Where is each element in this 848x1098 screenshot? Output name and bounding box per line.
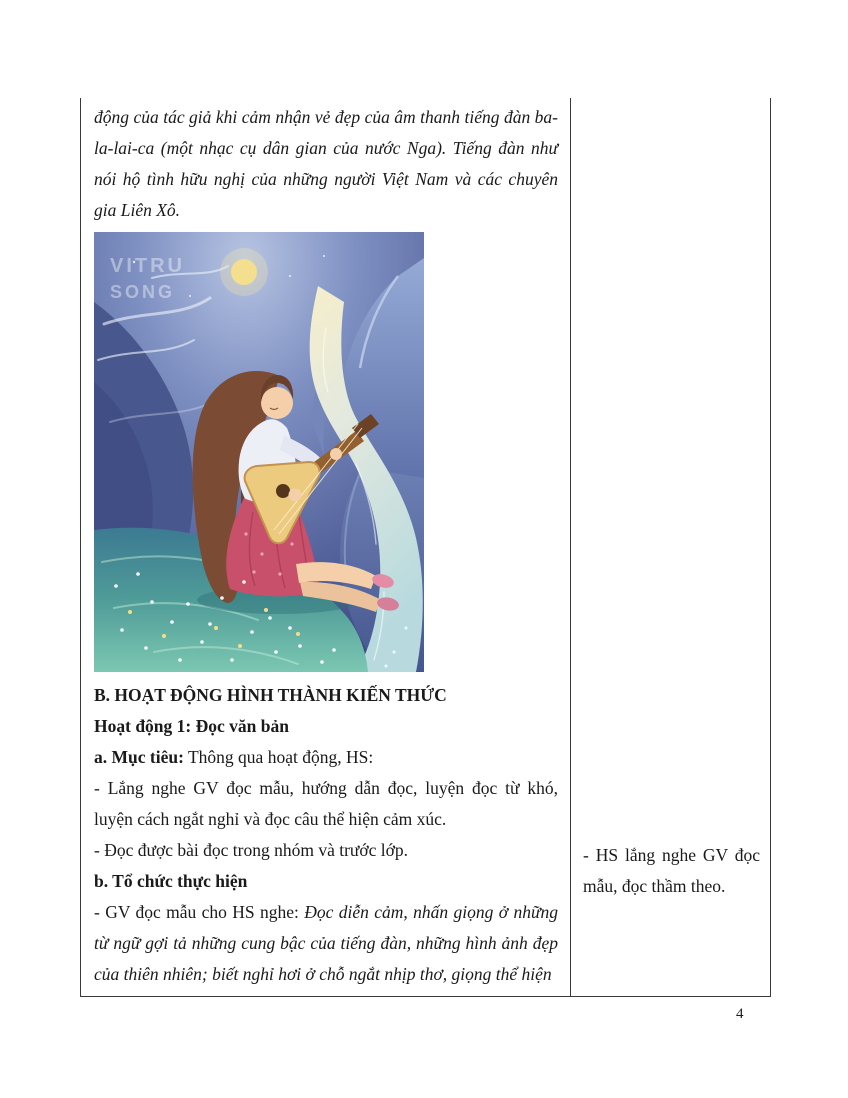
lesson-plan-table bbox=[80, 98, 771, 997]
heading-activity-1: Hoạt động 1: Đọc văn bản bbox=[94, 716, 289, 736]
muc-tieu-label: a. Mục tiêu: bbox=[94, 747, 184, 767]
bullet-read-group: - Đọc được bài đọc trong nhóm và trước lớp. bbox=[94, 840, 409, 860]
page-number: 4 bbox=[736, 1006, 744, 1022]
paragraph-intro: động của tác giả khi cảm nhận vẻ đẹp của âm thanh tiếng đàn ba-la-lai-ca (một nhạc cụ dân gian của nước Nga). Tiếng đàn như nói hộ tình hữu nghị của những người Việt Nam và các chuyên gia Liên Xô. bbox=[94, 107, 558, 220]
watermark-line2: SONG bbox=[110, 282, 176, 302]
paragraph-gv-doc-mau bbox=[94, 897, 558, 990]
bullet-listen-read: - Lắng nghe GV đọc mẫu, hướng dẫn đọc, luyện đọc từ khó, luyện cách ngắt nghỉ và đọc câu thể hiện cảm xúc. bbox=[94, 778, 558, 829]
gv-doc-intro: - GV đọc mẫu cho HS nghe: bbox=[94, 902, 305, 922]
muc-tieu-text: Thông qua hoạt động, HS: bbox=[183, 747, 374, 767]
note-hs-listen: - HS lắng nghe GV đọc mẫu, đọc thầm theo. bbox=[583, 845, 760, 896]
watermark-line1: VITRU bbox=[110, 255, 185, 277]
gv-doc-detail: Đọc diễn cảm, nhấn giọng ở những từ ngữ gợi tả những cung bậc của tiếng đàn, những hình ảnh đẹp của thiên nhiên; biết nghỉ hơi ở chỗ ngắt nhịp thơ, giọng thể hiện bbox=[94, 902, 559, 984]
table-cell-teacher-activities bbox=[80, 98, 571, 996]
illustration-girl-balalaika bbox=[94, 232, 424, 672]
balalaika-illustration-svg bbox=[94, 232, 424, 672]
paragraph-muc-tieu bbox=[94, 742, 558, 773]
heading-section-b: B. HOẠT ĐỘNG HÌNH THÀNH KIẾN THỨC bbox=[94, 685, 447, 705]
moon bbox=[220, 248, 268, 296]
table-cell-student-activities bbox=[571, 98, 771, 996]
heading-to-chuc: b. Tổ chức thực hiện bbox=[94, 871, 248, 891]
